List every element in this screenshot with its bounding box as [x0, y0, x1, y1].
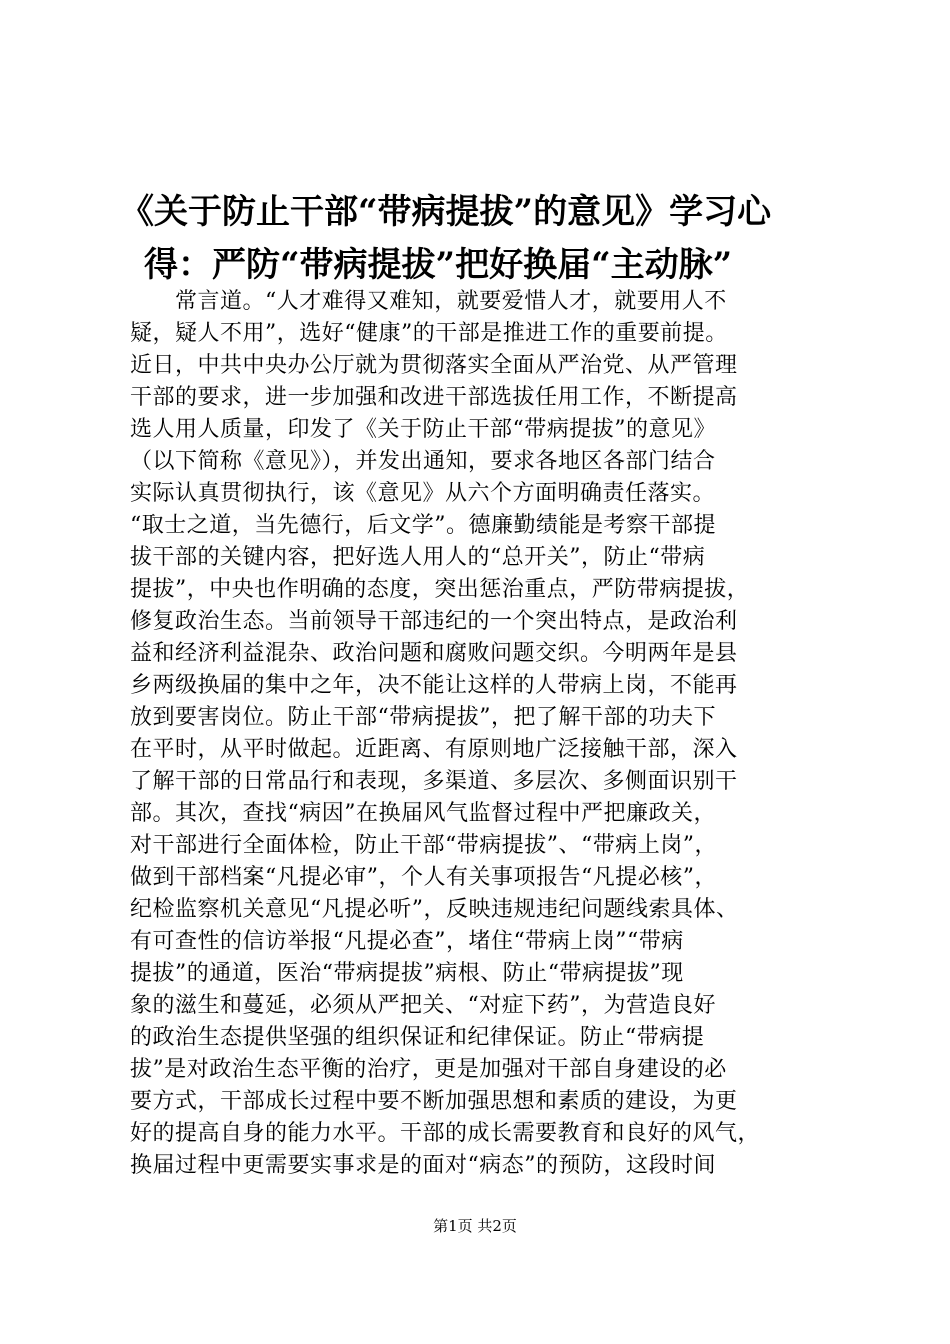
body-line: 近日，中共中央办公厅就为贯彻落实全面从严治党、从严管理: [130, 353, 738, 378]
body-line: 的政治生态提供坚强的组织保证和纪律保证。防止“带病提: [130, 1025, 705, 1050]
body-line: 实际认真贯彻执行，该《意见》从六个方面明确责任落实。: [130, 481, 716, 506]
body-line: 疑，疑人不用”，选好“健康”的干部是推进工作的重要前提。: [130, 321, 728, 346]
body-line: 提拔”，中央也作明确的态度，突出惩治重点，严防带病提拔，: [130, 577, 750, 602]
body-line: 做到干部档案“凡提必审”，个人有关事项报告“凡提必核”，: [130, 865, 717, 890]
body-line: 乡两级换届的集中之年，决不能让这样的人带病上岗，不能再: [130, 673, 738, 698]
title-line-2: 得：严防“带病提拔”把好换届“主动脉”: [144, 245, 733, 285]
body-line: （以下简称《意见》），并发出通知，要求各地区各部门结合: [130, 449, 716, 474]
body-line: 好的提高自身的能力水平。干部的成长需要教育和良好的风气，: [130, 1121, 761, 1146]
body-line: 修复政治生态。当前领导干部违纪的一个突出特点，是政治利: [130, 609, 738, 634]
body-line: 了解干部的日常品行和表现，多渠道、多层次、多侧面识别干: [130, 769, 738, 794]
body-line: “取士之道，当先德行，后文学”。德廉勤绩能是考察干部提: [130, 513, 716, 538]
document-body: [130, 286, 830, 1182]
body-line: 选人用人质量，印发了《关于防止干部“带病提拔”的意见》: [130, 417, 716, 442]
body-line: 换届过程中更需要实事求是的面对“病态”的预防，这段时间: [130, 1153, 716, 1178]
body-line: 有可查性的信访举报“凡提必查”，堵住“带病上岗”“带病: [130, 929, 684, 954]
body-line: 部。其次，查找“病因”在换届风气监督过程中严把廉政关，: [130, 801, 716, 826]
title-line-1: 《关于防止干部“带病提拔”的意见》学习心: [120, 192, 772, 232]
body-line: 提拔”的通道，医治“带病提拔”病根、防止“带病提拔”现: [130, 961, 684, 986]
body-line: 放到要害岗位。防止干部“带病提拔”，把了解干部的功夫下: [130, 705, 716, 730]
body-line: 益和经济利益混杂、政治问题和腐败问题交织。今明两年是县: [130, 641, 738, 666]
body-line: 常言道。“人才难得又难知，就要爱惜人才，就要用人不: [130, 289, 727, 314]
body-line: 拔干部的关键内容，把好选人用人的“总开关”，防止“带病: [130, 545, 706, 570]
page-footer: 第1页 共2页: [433, 1217, 517, 1235]
body-line: 纪检监察机关意见“凡提必听”，反映违规违纪问题线索具体、: [130, 897, 739, 922]
body-line: 干部的要求，进一步加强和改进干部选拔任用工作，不断提高: [130, 385, 738, 410]
body-line: 拔”是对政治生态平衡的治疗，更是加强对干部自身建设的必: [130, 1057, 727, 1082]
body-line: 要方式，干部成长过程中要不断加强思想和素质的建设，为更: [130, 1089, 738, 1114]
body-line: 对干部进行全面体检，防止干部“带病提拔”、“带病上岗”，: [130, 833, 717, 858]
document-title: [120, 186, 830, 292]
body-line: 象的滋生和蔓延，必须从严把关、“对症下药”，为营造良好: [130, 993, 716, 1018]
body-line: 在平时，从平时做起。近距离、有原则地广泛接触干部，深入: [130, 737, 738, 762]
